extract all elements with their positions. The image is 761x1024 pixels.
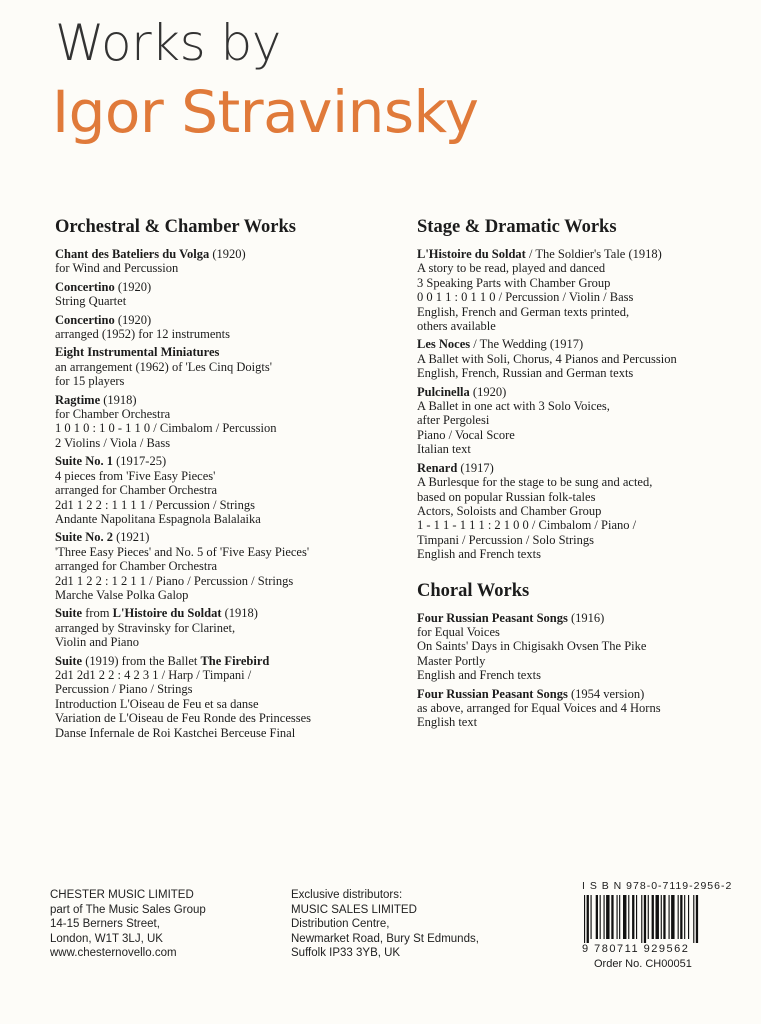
isbn-number: I S B N 978-0-7119-2956-2 — [582, 880, 733, 892]
work-entry — [417, 611, 742, 683]
barcode-bar — [678, 895, 679, 939]
distributor-line: Distribution Centre, — [291, 918, 390, 931]
work-detail-line: Danse Infernale de Roi Kastchei Berceuse Final — [55, 725, 296, 740]
work-title: Ragtime — [55, 392, 101, 407]
barcode-bar — [669, 895, 670, 939]
work-type: Suite — [55, 653, 83, 668]
work-detail-line: for Chamber Orchestra — [55, 407, 171, 422]
work-detail-line: 1 0 1 0 : 1 0 - 1 1 0 / Cimbalom / Percussion — [55, 421, 277, 436]
work-detail-line: A Ballet in one act with 3 Solo Voices, — [417, 399, 610, 414]
work-detail-line: arranged by Stravinsky for Clarinet, — [55, 620, 236, 635]
work-entry — [55, 606, 400, 649]
work-heading — [55, 345, 400, 359]
publisher-line: CHESTER MUSIC LIMITED — [50, 889, 194, 901]
barcode-bar — [696, 895, 698, 943]
work-detail-line: A story to be read, played and danced — [417, 261, 606, 276]
work-detail-line: Introduction L'Oiseau de Feu et sa danse — [55, 696, 259, 711]
work-title: Four Russian Peasant Songs — [417, 686, 568, 701]
barcode-bar — [648, 895, 649, 939]
work-detail-line: 3 Speaking Parts with Chamber Group — [417, 275, 611, 290]
work-detail-line: arranged for Chamber Orchestra — [55, 483, 218, 498]
work-detail-line: after Pergolesi — [417, 413, 490, 428]
work-title: Chant des Bateliers du Volga — [55, 247, 210, 261]
barcode-bar — [661, 895, 662, 939]
barcode-bar — [600, 895, 601, 939]
barcode-bar — [636, 895, 637, 939]
work-date: (1920) — [209, 247, 246, 261]
barcode-bar — [680, 895, 682, 939]
work-detail-line: Actors, Soloists and Chamber Group — [417, 503, 602, 518]
work-detail-line: arranged (1952) for 12 instruments — [55, 327, 230, 342]
barcode-bar — [619, 895, 620, 939]
work-heading — [417, 611, 742, 625]
work-date: (1917-25) — [113, 454, 167, 469]
barcode-bar — [611, 895, 613, 939]
work-heading — [417, 247, 742, 261]
barcode-block — [582, 880, 747, 970]
work-title: Concertino — [55, 312, 115, 327]
work-heading — [55, 313, 400, 327]
work-detail-line: Marche Valse Polka Galop — [55, 587, 189, 602]
work-detail-line: Variation de L'Oiseau de Feu Ronde des Princesses — [55, 711, 312, 726]
work-heading — [417, 337, 742, 351]
work-detail-line: others available — [417, 319, 496, 334]
work-detail-line: Timpani / Percussion / Solo Strings — [417, 532, 594, 547]
work-detail-line: for Wind and Percussion — [55, 261, 179, 276]
publisher-line: part of The Music Sales Group — [50, 903, 206, 916]
work-prefix: from — [82, 606, 113, 621]
work-heading — [417, 385, 742, 399]
work-title: Les Noces — [417, 337, 471, 352]
work-detail-line: Piano / Vocal Score — [417, 427, 515, 442]
work-detail-line: 2d1 1 2 2 : 1 2 1 1 / Piano / Percussion / Strings — [55, 573, 294, 588]
work-detail-line: Andante Napolitana Espagnola Balalaika — [55, 511, 261, 526]
work-title: Renard — [417, 460, 458, 475]
work-detail-line: based on popular Russian folk-tales — [417, 489, 596, 504]
work-entry — [417, 385, 742, 457]
orchestral-works-list — [55, 247, 400, 740]
work-heading — [417, 461, 742, 475]
work-detail-line: for 15 players — [55, 374, 125, 389]
publisher-website: www.chesternovello.com — [50, 947, 177, 960]
choral-works-list — [417, 611, 742, 730]
barcode-bar — [596, 895, 598, 939]
work-title: L'Histoire du Soldat — [417, 247, 526, 261]
distributor-line: Suffolk IP33 3YB, UK — [291, 947, 401, 960]
work-entry — [55, 530, 400, 602]
work-detail-line: English, French, Russian and German texts — [417, 366, 634, 381]
work-detail-line: On Saints' Days in Chigisakh Ovsen The Pike — [417, 639, 647, 654]
barcode-bar — [693, 895, 694, 943]
work-heading — [55, 530, 400, 544]
work-detail-line: 4 pieces from 'Five Easy Pieces' — [55, 468, 216, 483]
section-heading-choral: Choral Works — [417, 580, 530, 601]
barcode-bar — [632, 895, 634, 939]
work-detail-line: 2 Violins / Viola / Bass — [55, 435, 171, 450]
work-detail-line: 'Three Easy Pieces' and No. 5 of 'Five Easy Pieces' — [55, 544, 310, 559]
work-title: Four Russian Peasant Songs — [417, 610, 568, 625]
work-heading — [55, 247, 400, 261]
barcode-bar — [623, 895, 626, 939]
barcode-bar — [688, 895, 689, 939]
stage-works-list — [417, 247, 742, 562]
barcode-bar — [606, 895, 609, 939]
work-title: Eight Instrumental Miniatures — [55, 345, 220, 360]
barcode-bar — [604, 895, 605, 939]
work-detail-line: Italian text — [417, 442, 471, 457]
work-detail-line: arranged for Chamber Orchestra — [55, 559, 218, 574]
work-date: (1918) — [221, 606, 258, 621]
work-entry — [417, 337, 742, 380]
barcode-digits: 9 780711 929562 — [582, 943, 690, 955]
work-prefix: (1919) from the Ballet — [82, 653, 201, 668]
work-detail-line: English text — [417, 715, 478, 730]
work-heading — [55, 454, 400, 468]
barcode-bar — [684, 895, 685, 939]
work-date: (1917) — [457, 460, 494, 475]
work-title: The Firebird — [200, 653, 270, 668]
work-detail-line: Master Portly — [417, 653, 486, 668]
work-date: (1920) — [469, 384, 507, 399]
work-entry — [55, 454, 400, 526]
work-date: (1918) — [100, 392, 137, 407]
barcode-bar — [644, 895, 646, 943]
work-date: (1920) — [114, 312, 152, 327]
work-title: L'Histoire du Soldat — [112, 606, 222, 621]
distributor-line: MUSIC SALES LIMITED — [291, 903, 417, 916]
barcode-bar — [591, 895, 592, 939]
work-title: Suite No. 2 — [55, 530, 113, 545]
work-heading — [55, 393, 400, 407]
barcode-bar — [652, 895, 654, 939]
work-detail-line: an arrangement (1962) of 'Les Cinq Doigts' — [55, 359, 272, 374]
distributor-line: Exclusive distributors: — [291, 889, 403, 901]
work-title: Concertino — [55, 279, 115, 294]
work-entry — [55, 247, 400, 276]
work-title: Suite No. 1 — [55, 454, 113, 469]
left-column — [55, 216, 400, 744]
work-detail-line: as above, arranged for Equal Voices and 4 Horns — [417, 700, 661, 715]
work-heading — [55, 654, 400, 668]
header-composer-name: Igor Stravinsky — [52, 78, 479, 146]
work-entry — [55, 654, 400, 740]
work-date: (1954 version) — [567, 686, 645, 701]
barcode-icon — [582, 895, 742, 943]
work-detail-line: English and French texts — [417, 668, 541, 683]
work-heading — [417, 687, 742, 701]
work-detail-line: A Burlesque for the stage to be sung and acted, — [417, 475, 653, 490]
barcode-bar — [628, 895, 629, 939]
barcode-bar — [656, 895, 659, 939]
barcode-bar — [587, 895, 589, 943]
distributor-line: Newmarket Road, Bury St Edmunds, — [291, 932, 479, 945]
work-date: / The Wedding (1917) — [470, 337, 584, 352]
barcode-bar — [671, 895, 674, 939]
distributor-address — [291, 888, 479, 961]
work-date: (1920) — [114, 279, 152, 294]
work-type: Suite — [55, 606, 83, 621]
work-detail-line: 2d1 2d1 2 2 : 4 2 3 1 / Harp / Timpani / — [55, 667, 252, 682]
work-detail-line: English and French texts — [417, 547, 541, 562]
work-entry — [417, 461, 742, 562]
barcode-bar — [617, 895, 618, 939]
work-detail-line: 1 - 1 1 - 1 1 1 : 2 1 0 0 / Cimbalom / Piano / — [417, 518, 637, 533]
header-works-by: Works by — [55, 14, 281, 72]
work-entry — [417, 687, 742, 730]
work-entry — [55, 345, 400, 388]
barcode-bar — [663, 895, 665, 939]
work-detail-line: Violin and Piano — [55, 635, 139, 650]
work-date: (1921) — [113, 530, 150, 545]
work-detail-line: A Ballet with Soli, Chorus, 4 Pianos and Percussion — [417, 351, 677, 366]
work-heading — [55, 280, 400, 294]
work-detail-line: for Equal Voices — [417, 624, 500, 639]
work-detail-line: 0 0 1 1 : 0 1 1 0 / Percussion / Violin / Bass — [417, 290, 634, 305]
publisher-line: 14-15 Berners Street, — [50, 918, 160, 931]
publisher-address — [50, 888, 206, 961]
order-number: Order No. CH00051 — [594, 958, 692, 970]
work-entry — [417, 247, 742, 333]
section-heading-orchestral: Orchestral & Chamber Works — [55, 217, 297, 237]
barcode-bar — [641, 895, 642, 943]
work-heading — [55, 606, 400, 620]
right-column — [417, 216, 742, 734]
work-detail-line: String Quartet — [55, 294, 127, 309]
publisher-line: London, W1T 3LJ, UK — [50, 932, 163, 945]
work-date: / The Soldier's Tale (1918) — [525, 247, 662, 261]
work-date: (1916) — [567, 610, 605, 625]
work-detail-line: Percussion / Piano / Strings — [55, 682, 193, 697]
work-entry — [55, 313, 400, 342]
work-entry — [55, 280, 400, 309]
work-title: Pulcinella — [417, 384, 470, 399]
work-detail-line: 2d1 1 2 2 : 1 1 1 1 / Percussion / Strings — [55, 497, 256, 512]
work-detail-line: English, French and German texts printed, — [417, 304, 630, 319]
barcode-bar — [584, 895, 585, 943]
work-entry — [55, 393, 400, 451]
section-heading-stage: Stage & Dramatic Works — [417, 217, 617, 237]
